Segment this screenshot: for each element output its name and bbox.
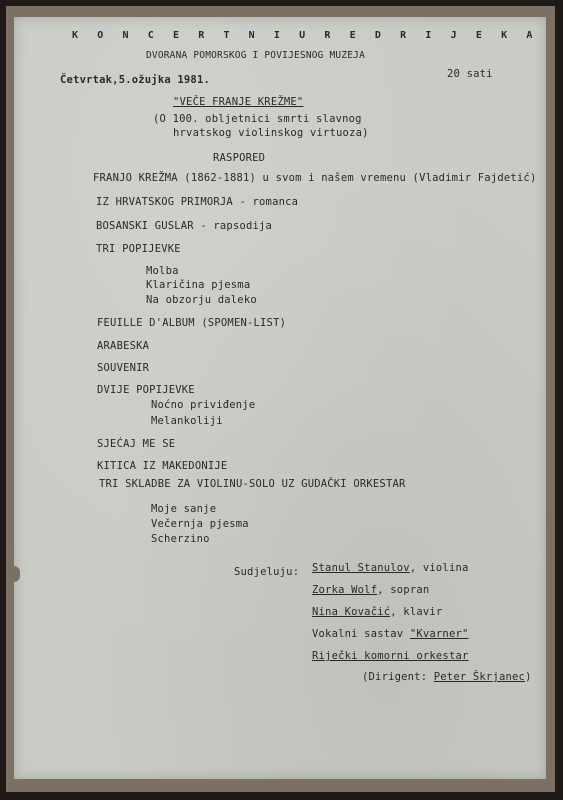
performer-line	[312, 584, 429, 596]
conductor-suffix: )	[525, 671, 532, 683]
program-item: IZ HRVATSKOG PRIMORJA - romanca	[96, 196, 299, 208]
program-heading: RASPORED	[213, 152, 266, 164]
program-item: BOSANSKI GUSLAR - rapsodija	[96, 220, 273, 232]
program-item: SJEĆAJ ME SE	[97, 438, 176, 450]
concert-title: "VEČE FRANJE KREŽME"	[173, 96, 304, 108]
program-item: TRI SKLADBE ZA VIOLINU-SOLO UZ GUDAČKI ORKESTAR	[99, 478, 406, 490]
program-item: FRANJO KREŽMA (1862-1881) u svom i našem vremenu (Vladimir Fajdetić)	[93, 172, 537, 184]
performer-role: , violina	[409, 562, 469, 574]
concert-time: 20 sati	[447, 68, 493, 80]
concert-date: Četvrtak,5.ožujka 1981.	[60, 74, 210, 86]
program-item: ARABESKA	[97, 340, 150, 352]
conductor-name: Peter Škrjanec	[433, 671, 526, 683]
program-subitem: Na obzorju daleko	[146, 294, 257, 306]
program-item: FEUILLE D'ALBUM (SPOMEN-LIST)	[97, 317, 287, 329]
program-subitem: Molba	[146, 265, 179, 277]
performer-name: Riječki komorni orkestar	[312, 650, 469, 662]
performer-role: , sopran	[377, 584, 430, 596]
conductor-prefix: (Dirigent:	[362, 671, 434, 683]
program-item: KITICA IZ MAKEDONIJE	[97, 460, 228, 472]
performer-line	[312, 606, 442, 618]
program-item: TRI POPIJEVKE	[96, 243, 181, 255]
program-subitem: Scherzino	[151, 533, 210, 545]
performer-name: Zorka Wolf	[312, 584, 378, 596]
performer-name: Nina Kovačić	[312, 606, 391, 618]
program-subitem: Noćno priviđenje	[151, 399, 256, 411]
performer-name: "Kvarner"	[409, 628, 469, 640]
conductor-line	[362, 671, 532, 683]
performer-line	[312, 562, 469, 574]
performers-label: Sudjeluju:	[234, 566, 300, 578]
title-subline-1: (O 100. obljetnici smrti slavnog	[153, 113, 362, 125]
paper-notch	[10, 566, 20, 582]
performer-prefix: Vokalni sastav	[312, 628, 410, 640]
performer-name: Stanul Stanulov	[312, 562, 410, 574]
program-subitem: Klaričina pjesma	[146, 279, 251, 291]
program-subitem: Moje sanje	[151, 503, 217, 515]
venue-line: DVORANA POMORSKOG I POVIJESNOG MUZEJA	[146, 50, 366, 61]
performer-line	[312, 628, 469, 640]
office-heading: K O N C E R T N I U R E D R I J E K A	[72, 30, 539, 41]
program-item: SOUVENIR	[97, 362, 150, 374]
performer-role: , klavir	[390, 606, 443, 618]
program-subitem: Večernja pjesma	[151, 518, 249, 530]
program-item: DVIJE POPIJEVKE	[97, 384, 195, 396]
title-subline-2: hrvatskog violinskog virtuoza)	[173, 127, 369, 139]
program-subitem: Melankoliji	[151, 415, 223, 427]
